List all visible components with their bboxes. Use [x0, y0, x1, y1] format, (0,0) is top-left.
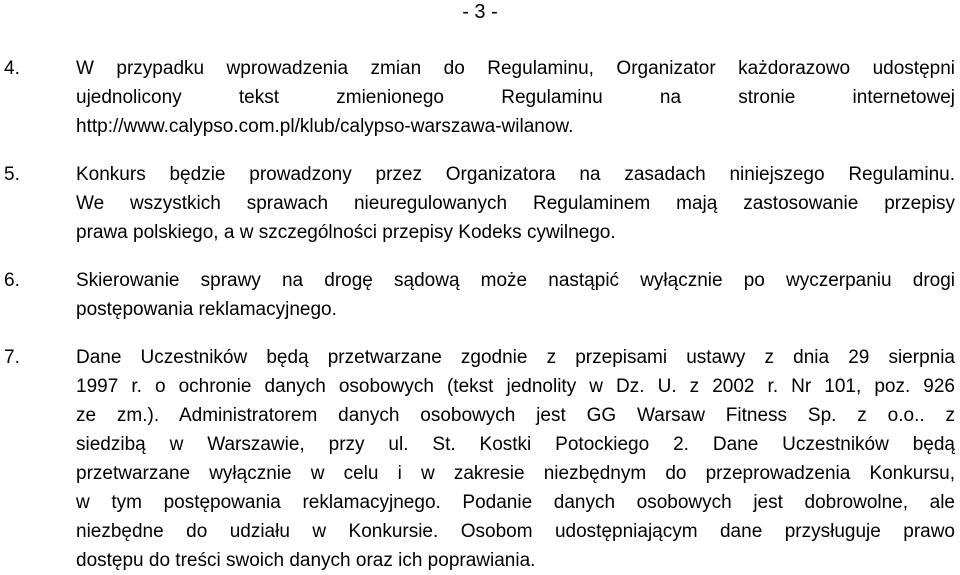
text-line: Skierowanie sprawy na drogę sądową może nastąpić wyłącznie po wyczerpaniu drogi: [76, 270, 955, 291]
text-line: W przypadku wprowadzenia zmian do Regulaminu, Organizator każdorazowo udostępni: [76, 58, 955, 79]
text-line: w tym postępowania reklamacyjnego. Podanie danych osobowych jest dobrowolne, ale: [76, 492, 955, 513]
section-number: 5.: [4, 164, 20, 185]
text-line: ujednolicony tekst zmienionego Regulaminu na stronie internetowej: [76, 87, 955, 108]
text-line: http://www.calypso.com.pl/klub/calypso-warszawa-wilanow.: [76, 116, 574, 137]
text-line: Dane Uczestników będą przetwarzane zgodnie z przepisami ustawy z dnia 29 sierpnia: [76, 347, 955, 368]
text-line: postępowania reklamacyjnego.: [76, 299, 337, 320]
section-number: 4.: [4, 58, 20, 79]
section-text: [76, 343, 955, 575]
text-line: siedzibą w Warszawie, przy ul. St. Kostki Potockiego 2. Dane Uczestników będą: [76, 434, 955, 455]
text-line: 1997 r. o ochronie danych osobowych (tekst jednolity w Dz. U. z 2002 r. Nr 101, poz. 926: [76, 376, 955, 397]
section-number: 6.: [4, 270, 20, 291]
text-line: prawa polskiego, a w szczególności przepisy Kodeks cywilnego.: [76, 222, 616, 243]
section-number: 7.: [4, 347, 20, 368]
section-text: [76, 54, 955, 141]
text-line: ze zm.). Administratorem danych osobowych jest GG Warsaw Fitness Sp. z o.o.. z: [76, 405, 955, 426]
text-line: przetwarzane wyłącznie w celu i w zakresie niezbędnym do przeprowadzenia Konkursu,: [76, 463, 955, 484]
text-line: dostępu do treści swoich danych oraz ich poprawiania.: [76, 550, 536, 571]
text-line: Konkurs będzie prowadzony przez Organizatora na zasadach niniejszego Regulaminu.: [76, 164, 955, 185]
section-text: [76, 160, 955, 247]
text-line: We wszystkich sprawach nieuregulowanych Regulaminem mają zastosowanie przepisy: [76, 193, 955, 214]
text-line: niezbędne do udziału w Konkursie. Osobom udostępniającym dane przysługuje prawo: [76, 521, 955, 542]
section-text: [76, 266, 955, 324]
page-number: - 3 -: [462, 1, 498, 23]
